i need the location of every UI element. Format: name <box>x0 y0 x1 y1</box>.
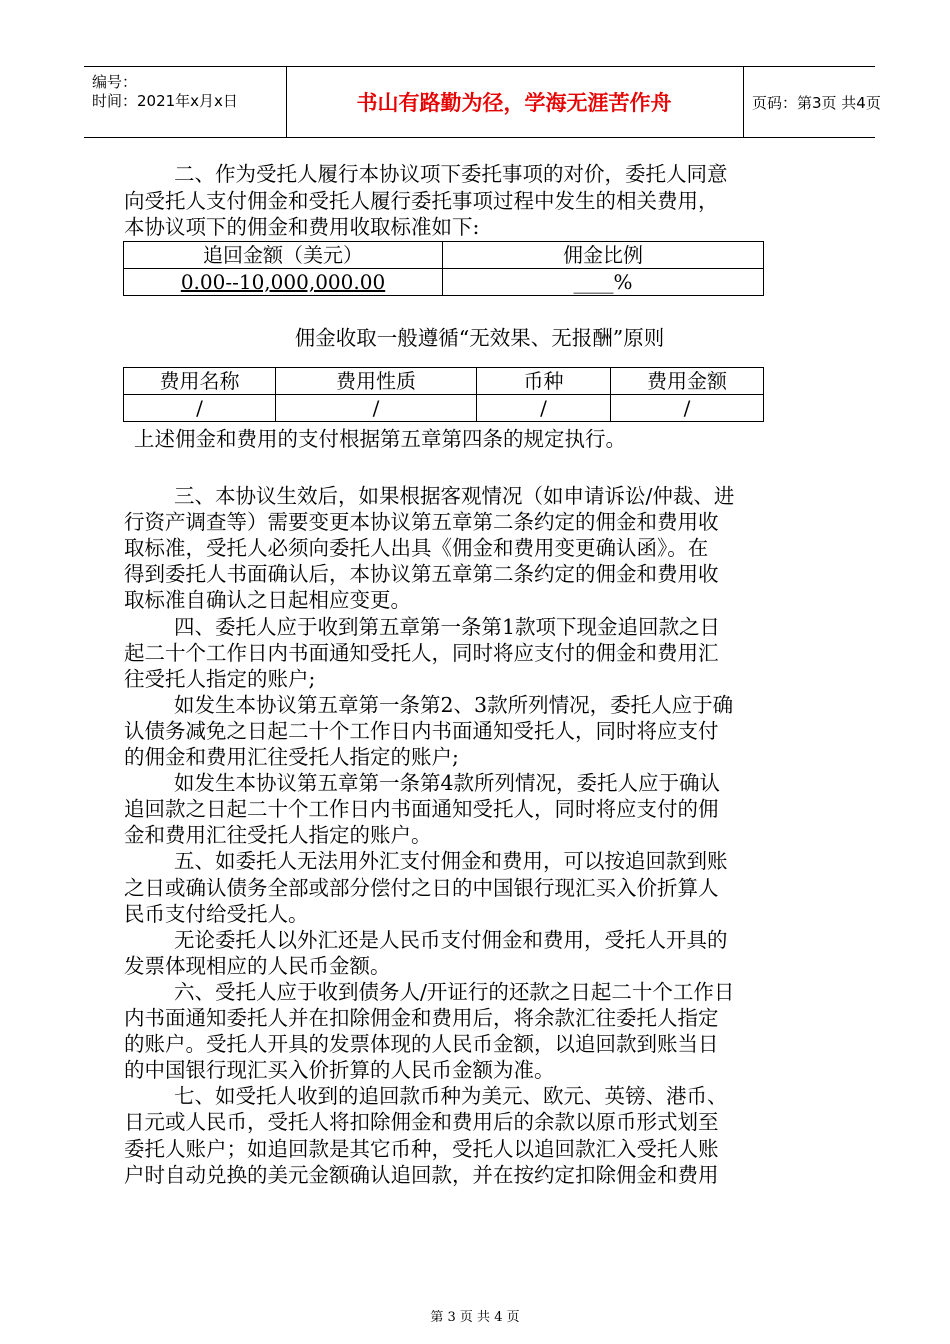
paragraph-line: 二、作为受托人履行本协议项下委托事项的对价，委托人同意 <box>174 162 728 186</box>
table-header-cell: 佣金比例 <box>443 242 764 269</box>
paragraph-line: 民币支付给受托人。 <box>124 901 309 926</box>
paragraph-line: 委托人账户；如追回款是其它币种，受托人以追回款汇入受托人账 <box>124 1136 719 1161</box>
paragraph-line: 的中国银行现汇买入价折算的人民币金额为准。 <box>124 1058 555 1083</box>
paragraph-line: 向受托人支付佣金和受托人履行委托事项过程中发生的相关费用， <box>124 189 719 213</box>
fee-note: 上述佣金和费用的支付根据第五章第四条的规定执行。 <box>134 427 626 451</box>
table-cell: ____% <box>443 269 764 296</box>
commission-table <box>123 241 764 296</box>
table-header-cell: 费用名称 <box>124 368 276 395</box>
document-time-label: 时间：2021年x月x日 <box>92 92 238 110</box>
table-cell: / <box>477 395 611 422</box>
paragraph-line: 如发生本协议第五章第一条第2、3款所列情况，委托人应于确 <box>174 692 734 717</box>
header-meta <box>84 67 286 137</box>
paragraph-line: 取标准自确认之日起相应变更。 <box>124 588 411 613</box>
paragraph-line: 七、如受托人收到的追回款币种为美元、欧元、英镑、港币、 <box>174 1084 728 1109</box>
table-cell: / <box>611 395 764 422</box>
paragraph-line: 的账户。受托人开具的发票体现的人民币金额，以追回款到账当日 <box>124 1032 719 1057</box>
paragraph-line: 金和费用汇往受托人指定的账户。 <box>124 823 432 848</box>
table-header-row <box>124 242 764 269</box>
paragraph-line: 三、本协议生效后，如果根据客观情况（如申请诉讼/仲裁、进 <box>174 484 735 508</box>
paragraph-line: 取标准，受托人必须向委托人出具《佣金和费用变更确认函》。在 <box>124 536 709 561</box>
table-row <box>124 395 764 422</box>
header-page-label: 页码：第3页 共4页 <box>752 93 881 112</box>
paragraph-line: 四、委托人应于收到第五章第一条第1款项下现金追回款之日 <box>174 614 721 639</box>
paragraph-line: 起二十个工作日内书面通知受托人，同时将应支付的佣金和费用汇 <box>124 640 719 665</box>
paragraph-line: 内书面通知委托人并在扣除佣金和费用后，将余款汇往委托人指定 <box>124 1006 719 1030</box>
table-cell: / <box>124 395 276 422</box>
document-number-label: 编号： <box>92 73 138 91</box>
paragraph-line: 日元或人民币，受托人将扣除佣金和费用后的余款以原币形式划至 <box>124 1110 719 1135</box>
table-header-row <box>124 368 764 395</box>
fee-table <box>123 367 764 422</box>
paragraph-line: 之日或确认债务全部或部分偿付之日的中国银行现汇买入价折算人 <box>124 875 719 900</box>
table-header-cell: 追回金额（美元） <box>124 242 443 269</box>
table-header-cell: 费用金额 <box>611 368 764 395</box>
paragraph-line: 得到委托人书面确认后，本协议第五章第二条约定的佣金和费用收 <box>124 562 719 587</box>
page-footer: 第 3 页 共 4 页 <box>430 1310 520 1325</box>
table-row <box>124 269 764 296</box>
principle-heading: 佣金收取一般遵循“无效果、无报酬”原则 <box>294 326 665 350</box>
paragraph-line: 五、如委托人无法用外汇支付佣金和费用，可以按追回款到账 <box>174 849 728 874</box>
paragraph-line: 发票体现相应的人民币金额。 <box>124 953 391 978</box>
header-motto: 书山有路勤为径，学海无涯苦作舟 <box>356 91 672 115</box>
paragraph-line: 行资产调查等）需要变更本协议第五章第二条约定的佣金和费用收 <box>124 510 719 535</box>
paragraph-line: 户时自动兑换的美元金额确认追回款，并在按约定扣除佣金和费用 <box>124 1162 719 1187</box>
table-cell: 0.00--10,000,000.00 <box>124 269 443 296</box>
paragraph-line: 无论委托人以外汇还是人民币支付佣金和费用，受托人开具的 <box>174 927 728 952</box>
table-header-cell: 币种 <box>477 368 611 395</box>
paragraph-line: 认债务减免之日起二十个工作日内书面通知受托人，同时将应支付 <box>124 718 719 743</box>
paragraph-line: 往受托人指定的账户; <box>124 666 316 691</box>
paragraph-line: 本协议项下的佣金和费用收取标准如下: <box>124 215 480 239</box>
paragraph-line: 追回款之日起二十个工作日内书面通知受托人，同时将应支付的佣 <box>124 797 719 822</box>
paragraph-line: 六、受托人应于收到债务人/开证行的还款之日起二十个工作日 <box>174 979 735 1004</box>
page-header <box>84 66 881 138</box>
table-header-cell: 费用性质 <box>276 368 477 395</box>
paragraph-line: 如发生本协议第五章第一条第4款所列情况，委托人应于确认 <box>174 771 721 796</box>
paragraph-line: 的佣金和费用汇往受托人指定的账户; <box>124 745 459 769</box>
table-cell: / <box>276 395 477 422</box>
